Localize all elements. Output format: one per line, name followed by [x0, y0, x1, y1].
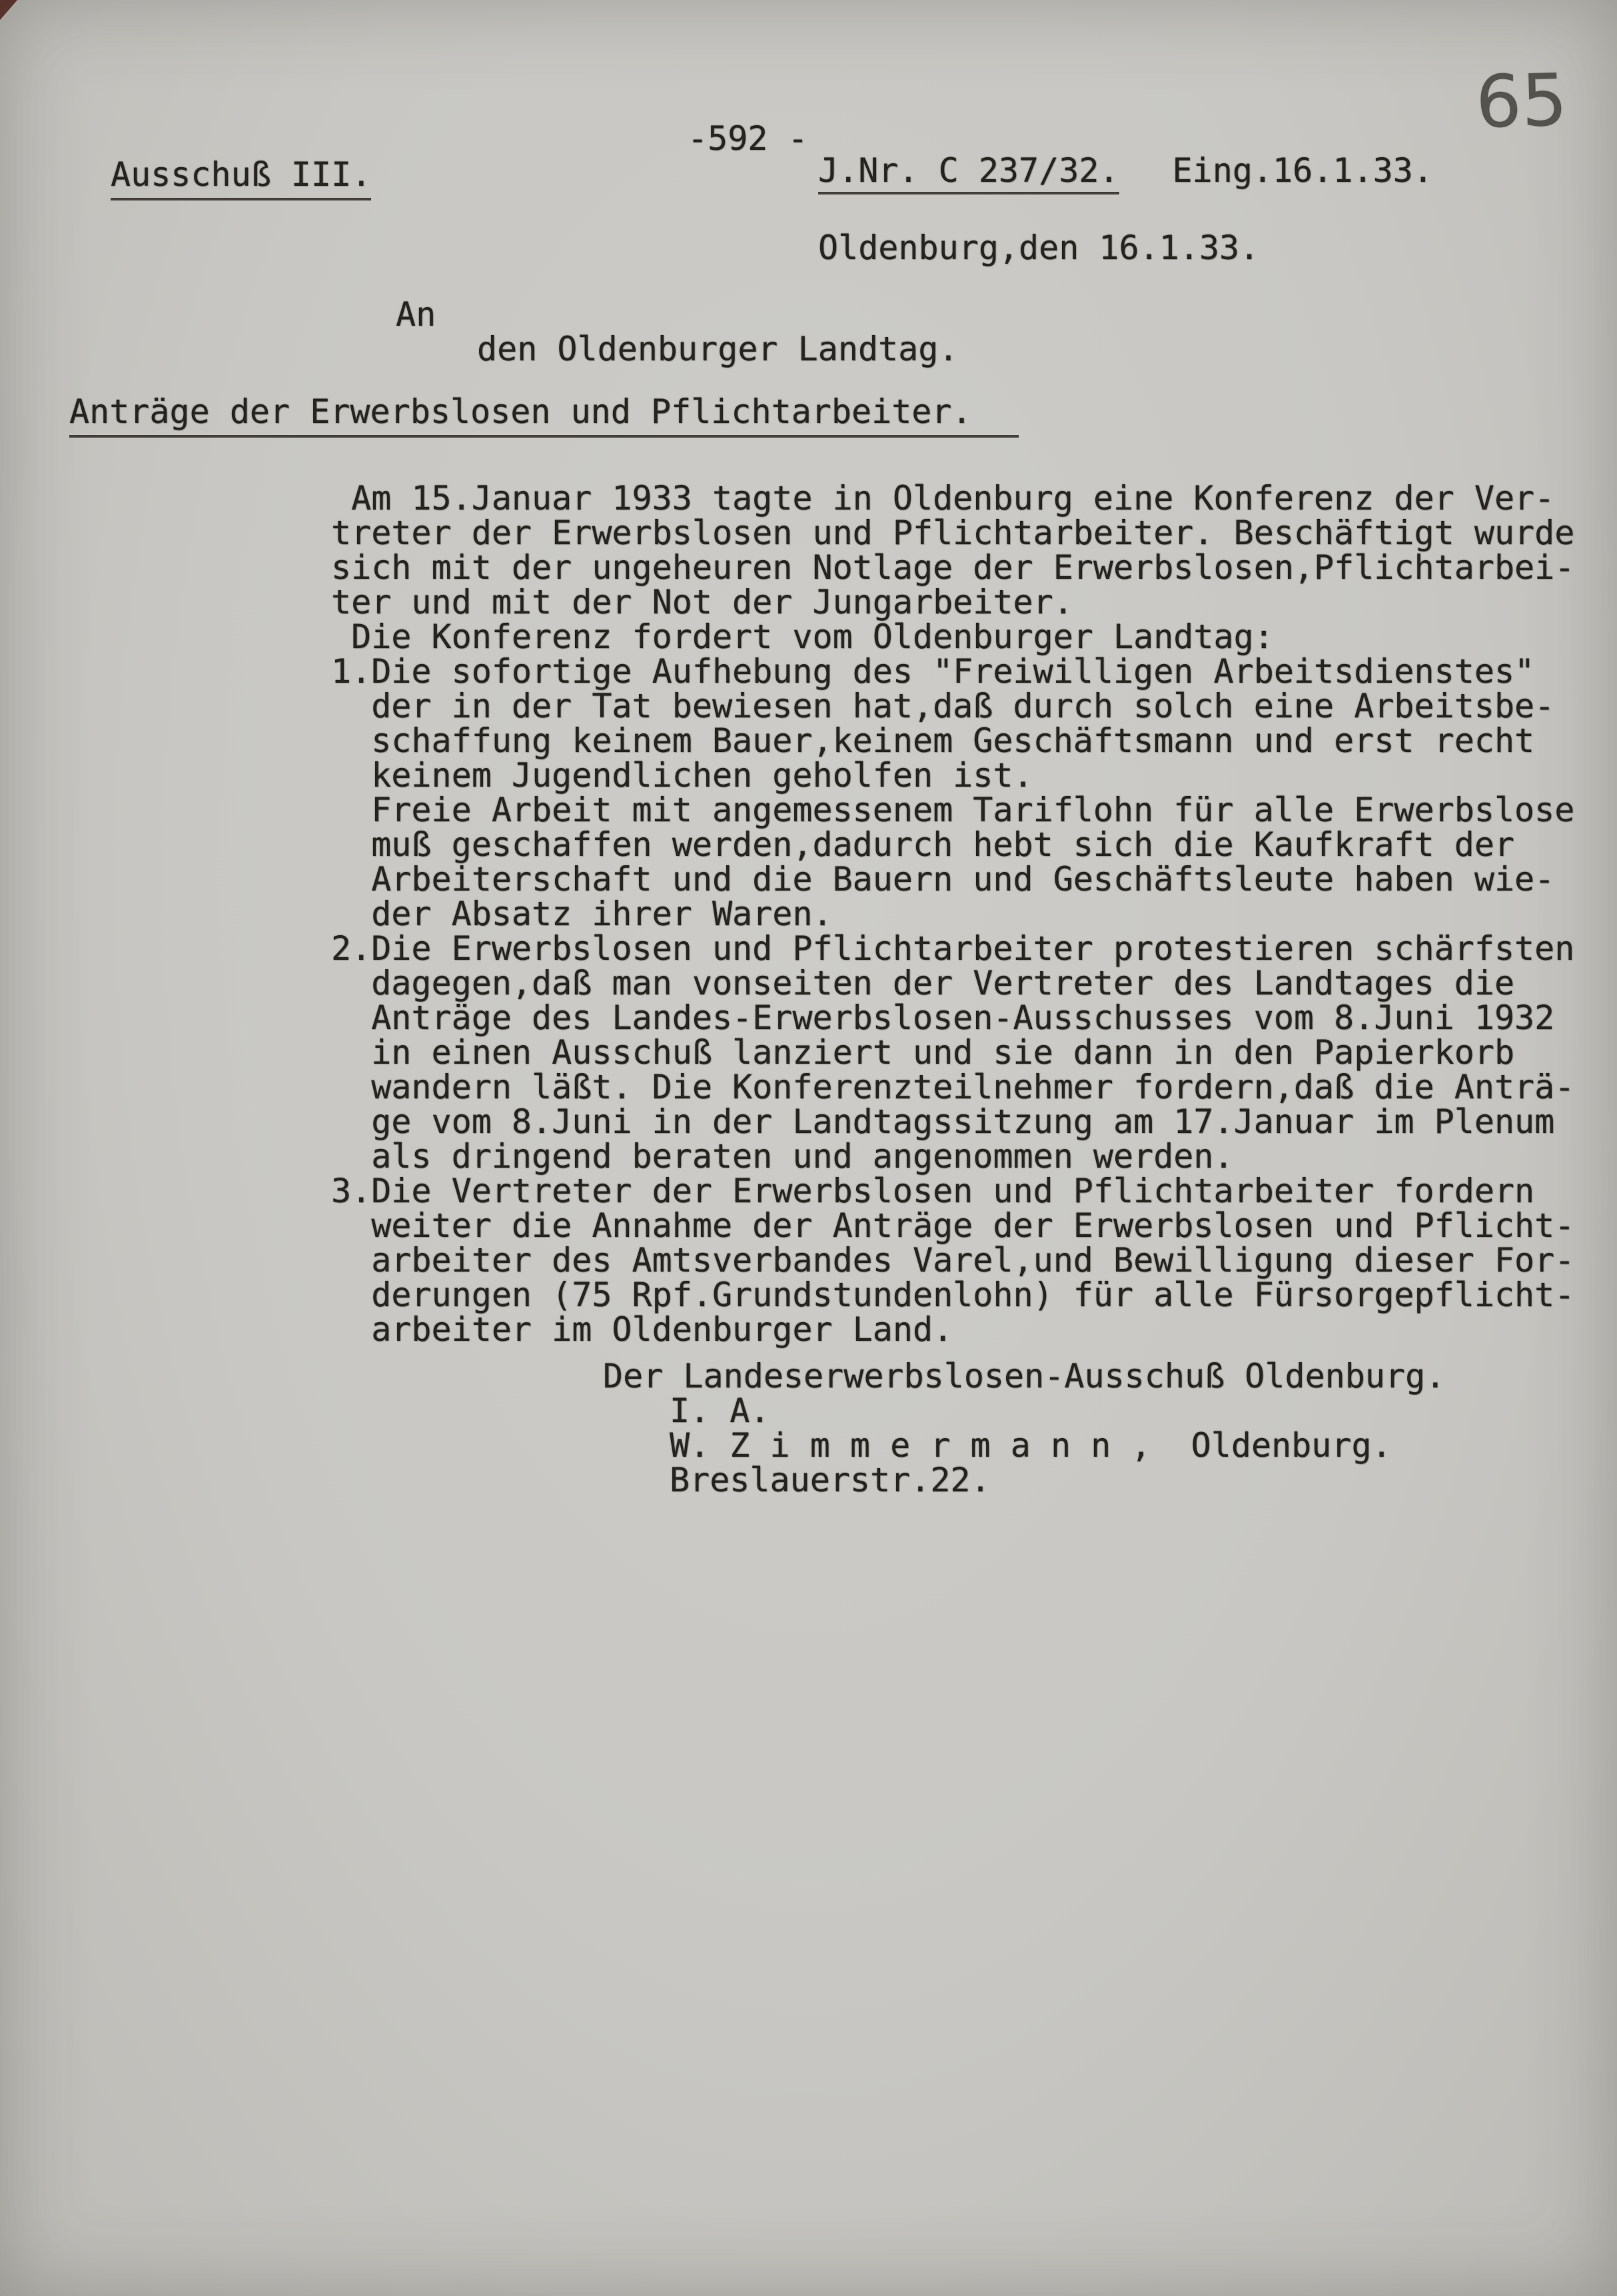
body-line: arbeiter des Amtsverbandes Varel,und Bewilligung dieser For- [331, 1241, 1575, 1280]
subject-line: Anträge der Erwerbslosen und Pflichtarbeiter. [69, 392, 1019, 438]
signature-street: Breslauerstr.22. [670, 1461, 991, 1499]
scan-corner-artifact [0, 0, 17, 20]
body-line: keinem Jugendlichen geholfen ist. [331, 756, 1033, 795]
received-stamp: Eing.16.1.33. [1172, 151, 1433, 190]
handwritten-page-number: 65 [1474, 59, 1569, 145]
address-recipient: den Oldenburger Landtag. [477, 330, 959, 368]
body-line: ge vom 8.Juni in der Landtagssitzung am 17.Januar im Plenum [331, 1102, 1555, 1141]
body-line: dagegen,daß man vonseiten der Vertreter des Landtages die [331, 964, 1515, 1002]
body-text [331, 481, 1574, 1347]
body-line: 2.Die Erwerbslosen und Pflichtarbeiter protestieren schärfsten [331, 929, 1575, 968]
body-line: Die Konferenz fordert vom Oldenburger Landtag: [331, 617, 1274, 656]
journal-number: J.Nr. C 237/32. [818, 153, 1119, 194]
body-line: Freie Arbeit mit angemessenem Tariflohn für alle Erwerbslose [331, 791, 1575, 829]
header-spacer [1119, 153, 1173, 194]
address-to: An [396, 295, 436, 334]
body-line: schaffung keinem Bauer,keinem Geschäftsmann und erst recht [331, 721, 1535, 760]
body-line: Am 15.Januar 1933 tagte in Oldenburg eine Konferenz der Ver- [331, 479, 1555, 518]
body-line: weiter die Annahme der Anträge der Erwerbslosen und Pflicht- [331, 1206, 1575, 1245]
typed-page-number: -592 - [688, 119, 808, 158]
place-date: Oldenburg,den 16.1.33. [818, 228, 1260, 267]
signature-in-auftrag: I. A. [670, 1391, 770, 1430]
signature-block [603, 1359, 1445, 1497]
body-line: Anträge des Landes-Erwerbslosen-Ausschusses vom 8.Juni 1932 [331, 998, 1555, 1037]
body-line: der in der Tat bewiesen hat,daß durch solch eine Arbeitsbe- [331, 687, 1555, 725]
body-line: als dringend beraten und angenommen werden. [331, 1137, 1234, 1176]
signature-organization: Der Landeserwerbslosen-Ausschuß Oldenburg. [603, 1357, 1446, 1395]
body-line: arbeiter im Oldenburger Land. [331, 1310, 953, 1349]
body-line: 1.Die sofortige Aufhebung des "Freiwilligen Arbeitsdienstes" [331, 652, 1535, 691]
body-line: der Absatz ihrer Waren. [331, 895, 833, 933]
committee-label: Ausschuß III. [111, 155, 371, 200]
body-line: 3.Die Vertreter der Erwerbslosen und Pflichtarbeiter fordern [331, 1172, 1535, 1210]
body-line: Arbeiterschaft und die Bauern und Geschäftsleute haben wie- [331, 860, 1555, 899]
body-line: in einen Ausschuß lanziert und sie dann in den Papierkorb [331, 1033, 1515, 1072]
signature-name: W. Z i m m e r m a n n , Oldenburg. [670, 1426, 1392, 1465]
body-line: sich mit der ungeheuren Notlage der Erwerbslosen,Pflichtarbei- [331, 548, 1575, 587]
body-line: wandern läßt. Die Konferenzteilnehmer fordern,daß die Anträ- [331, 1068, 1575, 1106]
body-line: muß geschaffen werden,dadurch hebt sich die Kaufkraft der [331, 825, 1515, 864]
body-line: ter und mit der Not der Jungarbeiter. [331, 583, 1073, 621]
body-line: treter der Erwerbslosen und Pflichtarbeiter. Beschäftigt wurde [331, 514, 1575, 552]
body-line: derungen (75 Rpf.Grundstundenlohn) für alle Fürsorgepflicht- [331, 1276, 1575, 1314]
